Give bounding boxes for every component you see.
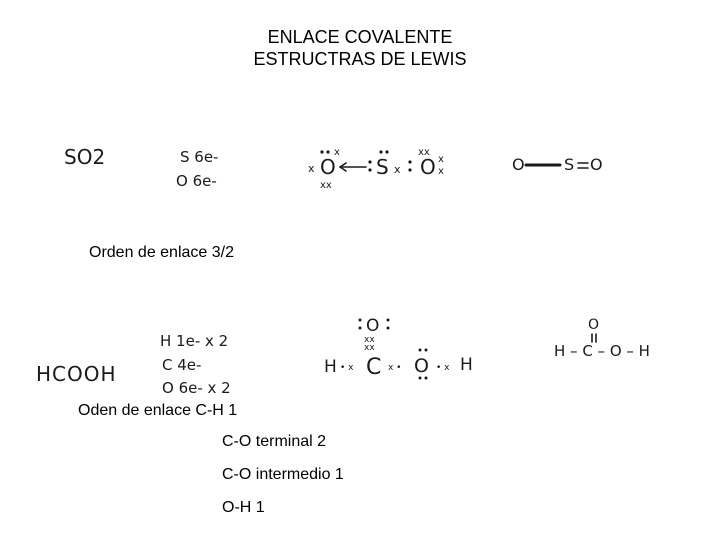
hcooh-valence-h: H 1e- x 2 xyxy=(160,332,229,350)
svg-text:x: x xyxy=(438,166,444,177)
hcooh-lewis-h-left: H xyxy=(324,357,337,377)
hcooh-final-top-o: O xyxy=(588,317,600,333)
title-line-1: ENLACE COVALENTE xyxy=(267,27,453,47)
svg-text:• x: • x xyxy=(436,363,450,373)
so2-final-o-right: O xyxy=(590,155,603,174)
so2-final-s: S xyxy=(564,155,575,174)
hcooh-lewis-c: C xyxy=(366,355,382,380)
title-line-2: ESTRUCTRAS DE LEWIS xyxy=(253,49,467,69)
so2-bond-order: Orden de enlace 3/2 xyxy=(89,244,234,261)
hcooh-valence-o: O 6e- x 2 xyxy=(162,379,231,397)
so2-valence-s: S 6e- xyxy=(180,148,219,166)
so2-valence-o: O 6e- xyxy=(176,172,217,190)
svg-text:xx: xx xyxy=(418,147,430,158)
so2-formula xyxy=(64,145,105,169)
hcooh-final-chain: H – C – O – H xyxy=(554,342,650,360)
hcooh-bond-order-heading: Oden de enlace C-H 1 xyxy=(78,402,238,419)
svg-text:x: x xyxy=(334,147,340,158)
hcooh-lewis-o-mid: O xyxy=(414,355,429,377)
hcooh-bond-order-co-intermedio: C-O intermedio 1 xyxy=(222,466,344,483)
hcooh-bond-order-co-terminal: C-O terminal 2 xyxy=(222,433,327,450)
svg-text:x: x xyxy=(308,162,315,175)
svg-text:• x: • x xyxy=(340,363,354,373)
so2-final-structure xyxy=(512,150,612,180)
so2-formula-text: SO2 xyxy=(64,145,106,169)
so2-lewis-s: S xyxy=(376,155,389,179)
so2-lewis-o-left: O xyxy=(320,155,336,179)
hcooh-formula: HCOOH xyxy=(36,362,117,386)
so2-lewis-o-right: O xyxy=(420,155,436,179)
so2-lewis-structure xyxy=(300,138,480,198)
svg-text:x •: x • xyxy=(388,363,402,373)
hcooh-final-structure xyxy=(552,316,672,366)
svg-text:xx: xx xyxy=(364,335,375,345)
hcooh-lewis-h-right: H xyxy=(460,355,473,375)
so2-final-o-left: O xyxy=(512,155,525,174)
svg-text:x: x xyxy=(438,154,444,165)
hcooh-valence-c: C 4e- xyxy=(162,356,202,374)
hcooh-bond-order-oh: O-H 1 xyxy=(222,499,265,516)
hcooh-lewis-o-top: O xyxy=(366,316,380,336)
svg-text:xx: xx xyxy=(320,180,332,191)
svg-text:xx: xx xyxy=(364,343,375,353)
slide-title xyxy=(0,26,720,70)
svg-text:x: x xyxy=(394,163,401,176)
hcooh-lewis-structure xyxy=(320,312,490,382)
